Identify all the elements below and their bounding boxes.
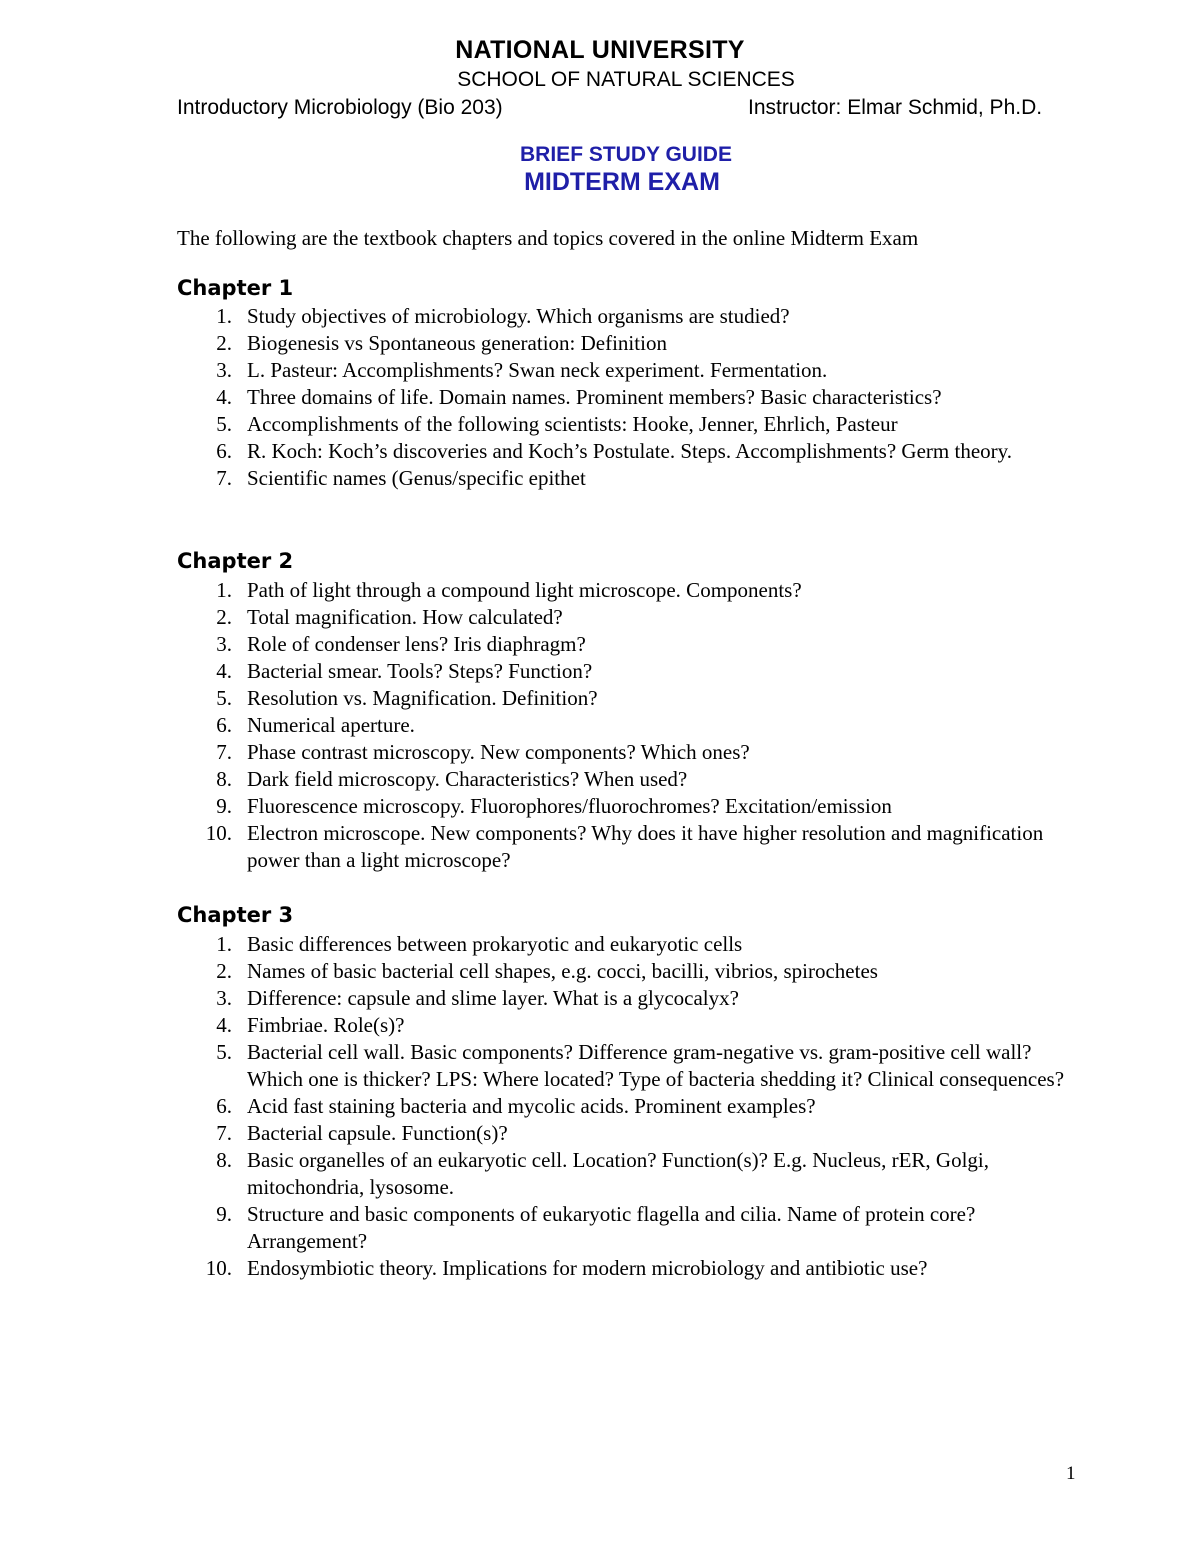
list-item	[0, 1012, 1087, 1039]
item-text: Fimbriae. Role(s)?	[247, 1013, 405, 1037]
item-text: Resolution vs. Magnification. Definition?	[247, 686, 598, 710]
item-text: Difference: capsule and slime layer. What is a glycocalyx?	[247, 986, 739, 1010]
list-item	[0, 712, 1087, 739]
chapter-3-topic-list	[0, 931, 1087, 1282]
item-text: Biogenesis vs Spontaneous generation: Definition	[247, 331, 667, 355]
item-number: 1.	[216, 578, 232, 602]
list-item	[0, 820, 1087, 874]
item-number: 4.	[216, 1013, 232, 1037]
chapter-2-topic-list	[0, 577, 1087, 874]
item-number: 5.	[216, 686, 232, 710]
list-item	[0, 438, 1087, 465]
item-number: 7.	[216, 740, 232, 764]
item-text: Dark field microscopy. Characteristics? When used?	[247, 767, 688, 791]
item-number: 3.	[216, 986, 232, 1010]
list-item	[0, 631, 1087, 658]
item-number: 1.	[216, 304, 232, 328]
item-text: Three domains of life. Domain names. Prominent members? Basic characteristics?	[247, 385, 942, 409]
item-text: Bacterial cell wall. Basic components? Difference gram-negative vs. gram-positive cell wall? Which one is thicker? LPS: Where located? Type of bacteria shedding it? Clinical consequences?	[247, 1040, 1065, 1091]
item-number: 6.	[216, 1094, 232, 1118]
item-number: 6.	[216, 439, 232, 463]
list-item	[0, 685, 1087, 712]
item-number: 9.	[216, 1202, 232, 1226]
page-number: 1	[1066, 1463, 1076, 1484]
item-text: Path of light through a compound light microscope. Components?	[247, 578, 802, 602]
list-item	[0, 303, 1087, 330]
list-item	[0, 739, 1087, 766]
list-item	[0, 1120, 1087, 1147]
item-number: 2.	[216, 959, 232, 983]
item-text: Bacterial smear. Tools? Steps? Function?	[247, 659, 593, 683]
item-text: Role of condenser lens? Iris diaphragm?	[247, 632, 586, 656]
item-text: Fluorescence microscopy. Fluorophores/fluorochromes? Excitation/emission	[247, 794, 892, 818]
list-item	[0, 1039, 1087, 1093]
exam-title: MIDTERM EXAM	[524, 168, 720, 196]
item-number: 4.	[216, 659, 232, 683]
list-item	[0, 766, 1087, 793]
list-item	[0, 411, 1087, 438]
guide-title: BRIEF STUDY GUIDE	[520, 143, 732, 166]
item-text: Endosymbiotic theory. Implications for modern microbiology and antibiotic use?	[247, 1256, 928, 1280]
chapter-1-topic-list	[0, 303, 1087, 492]
item-text: Basic organelles of an eukaryotic cell. Location? Function(s)? E.g. Nucleus, rER, Golgi, mitochondria, lysosome.	[247, 1148, 989, 1199]
item-text: Acid fast staining bacteria and mycolic acids. Prominent examples?	[247, 1094, 816, 1118]
item-number: 8.	[216, 767, 232, 791]
item-number: 3.	[216, 632, 232, 656]
item-number: 4.	[216, 385, 232, 409]
item-text: Names of basic bacterial cell shapes, e.g. cocci, bacilli, vibrios, spirochetes	[247, 959, 878, 983]
list-item	[0, 1255, 1087, 1282]
item-number: 5.	[216, 1040, 232, 1064]
item-text: Total magnification. How calculated?	[247, 605, 563, 629]
item-number: 2.	[216, 331, 232, 355]
list-item	[0, 384, 1087, 411]
list-item	[0, 1093, 1087, 1120]
item-text: Electron microscope. New components? Why does it have higher resolution and magnification power than a light microscope?	[247, 821, 1044, 872]
course-title: Introductory Microbiology (Bio 203)	[177, 96, 503, 119]
list-item	[0, 958, 1087, 985]
list-item	[0, 330, 1087, 357]
chapter-heading: Chapter 3	[177, 903, 294, 927]
item-text: Numerical aperture.	[247, 713, 415, 737]
item-number: 6.	[216, 713, 232, 737]
list-item	[0, 577, 1087, 604]
school-name: SCHOOL OF NATURAL SCIENCES	[457, 68, 795, 91]
item-text: Study objectives of microbiology. Which organisms are studied?	[247, 304, 790, 328]
list-item	[0, 1147, 1087, 1201]
list-item	[0, 465, 1087, 492]
item-number: 7.	[216, 1121, 232, 1145]
university-name: NATIONAL UNIVERSITY	[455, 36, 745, 64]
item-text: Scientific names (Genus/specific epithet	[247, 466, 586, 490]
item-number: 2.	[216, 605, 232, 629]
item-number: 5.	[216, 412, 232, 436]
item-text: Structure and basic components of eukaryotic flagella and cilia. Name of protein core? Arrangement?	[247, 1202, 976, 1253]
item-number: 10.	[205, 1256, 232, 1280]
list-item	[0, 604, 1087, 631]
item-text: Accomplishments of the following scientists: Hooke, Jenner, Ehrlich, Pasteur	[247, 412, 898, 436]
item-text: R. Koch: Koch’s discoveries and Koch’s Postulate. Steps. Accomplishments? Germ theory.	[247, 439, 1013, 463]
chapter-heading: Chapter 2	[177, 549, 294, 573]
item-text: L. Pasteur: Accomplishments? Swan neck experiment. Fermentation.	[247, 358, 828, 382]
list-item	[0, 931, 1087, 958]
item-number: 8.	[216, 1148, 232, 1172]
item-number: 10.	[205, 821, 232, 845]
list-item	[0, 985, 1087, 1012]
instructor-name: Instructor: Elmar Schmid, Ph.D.	[748, 96, 1043, 119]
item-text: Phase contrast microscopy. New components? Which ones?	[247, 740, 750, 764]
list-item	[0, 658, 1087, 685]
list-item	[0, 357, 1087, 384]
item-text: Bacterial capsule. Function(s)?	[247, 1121, 508, 1145]
item-number: 7.	[216, 466, 232, 490]
list-item	[0, 1201, 1087, 1255]
item-text: Basic differences between prokaryotic and eukaryotic cells	[247, 932, 743, 956]
item-number: 3.	[216, 358, 232, 382]
list-item	[0, 793, 1087, 820]
intro-text: The following are the textbook chapters and topics covered in the online Midterm Exam	[177, 226, 919, 250]
item-number: 9.	[216, 794, 232, 818]
item-number: 1.	[216, 932, 232, 956]
chapter-heading: Chapter 1	[177, 276, 294, 300]
